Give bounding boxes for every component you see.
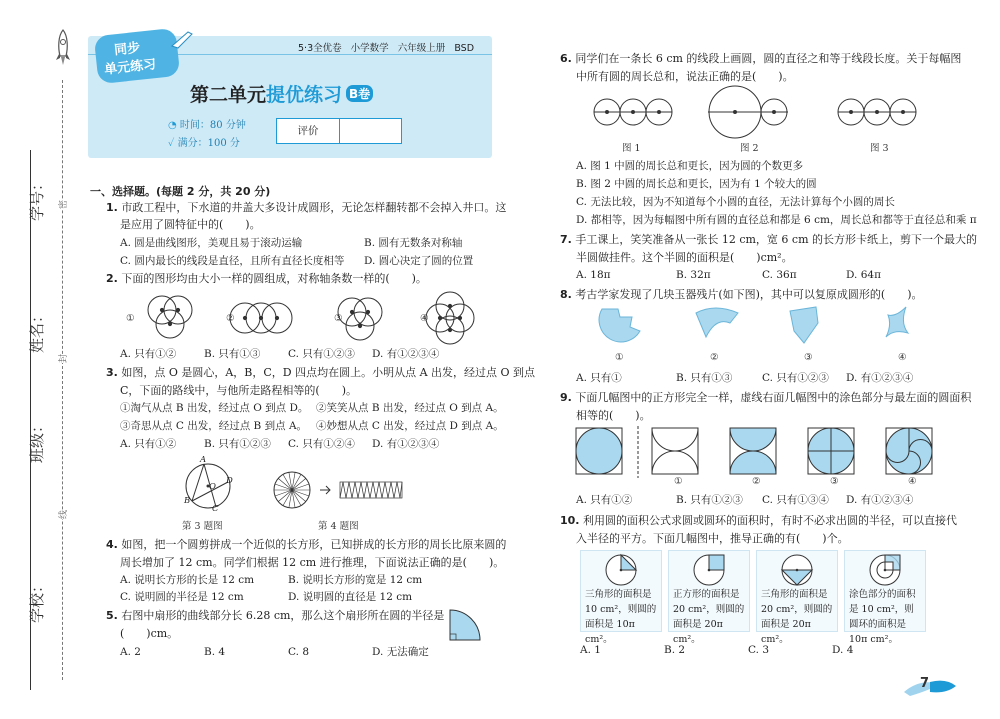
edition: BSD [454, 43, 475, 54]
q9-option-b[interactable]: B. 只有①②③ [676, 494, 743, 506]
q2-figure-2 [230, 303, 292, 333]
q7-line2: 半圆做挂件。这个半圆的面积是( )cm²。 [576, 251, 793, 264]
q6-text-1: 同学们在一条长 6 cm 的线段上画圆，圆的直径之和等于线段长度。关于每幅图 [575, 52, 962, 65]
q8-label-1: ① [615, 352, 624, 363]
q4-figure [272, 468, 412, 512]
q10-text-2: 正方形的面积是 20 cm²，则圆的面积是 20π cm²。 [673, 589, 745, 645]
q9-line2: 相等的( )。 [576, 409, 651, 422]
q1-option-a[interactable]: A. 圆是曲线图形，美观且易于滚动运输 [120, 237, 303, 249]
time-info [168, 116, 246, 131]
q8-fragment-2 [696, 308, 738, 337]
q6-option-b[interactable]: B. 图 2 中圆的周长总和更长，因为有 1 个较大的圆 [576, 178, 817, 190]
evaluation-box [276, 118, 402, 144]
class-label: 班级： [28, 417, 47, 464]
q10-card-1 [580, 550, 662, 645]
q10-figure-2 [691, 553, 727, 587]
badge-line2: 单元练习 [103, 57, 157, 78]
q8-text-1: 考古学家发现了几块玉器残片(如下图)，其中可以复原成圆形的( )。 [575, 288, 923, 301]
q10-figure-4 [867, 553, 907, 587]
seal-mi: 密 [56, 200, 69, 209]
q3-line2: C，下面的路线中，与他所走路程相等的( )。 [120, 384, 357, 397]
q4-line1 [106, 538, 506, 552]
q3-text-1: 如图，点 O 是圆心，A，B，C，D 四点均在圆上。小明从点 A 出发，经过点 O 到点 [121, 366, 536, 379]
q4-number: 4. [106, 538, 118, 551]
q10-text-3: 三角形的面积是 20 cm²，则圆的面积是 20π cm²。 [761, 589, 833, 645]
q3-point-a: A [200, 455, 207, 465]
q3-option-a[interactable]: A. 只有①② [120, 438, 177, 450]
cut-line [62, 80, 63, 680]
section-heading: 一、选择题。(每题 2 分，共 20 分) [90, 185, 271, 198]
q10-card-4 [844, 550, 926, 645]
q6-figure-3 [838, 99, 916, 125]
q2-text-1: 下面的图形均由大小一样的圆组成，对称轴条数一样的( )。 [121, 272, 427, 285]
q8-option-d[interactable]: D. 有①②③④ [846, 372, 914, 384]
q3-route-3: ③奇思从点 C 出发，经过点 B 到点 A。 [120, 420, 308, 432]
q2-option-d[interactable]: D. 有①②③④ [372, 348, 440, 360]
q1-line2: 是应用了圆特征中的( )。 [120, 218, 261, 231]
series-info [298, 40, 474, 54]
q7-option-a[interactable]: A. 18π [576, 269, 611, 281]
page-title [190, 80, 373, 107]
q10-figure-1 [603, 553, 639, 587]
q4-sector-circle [274, 472, 310, 508]
q7-option-d[interactable]: D. 64π [846, 269, 881, 281]
student-no-label: 学号： [28, 175, 47, 222]
q2-label-3: ③ [334, 313, 343, 324]
q2-figure-4 [426, 292, 474, 344]
q4-text-1: 如图，把一个圆剪拼成一个近似的长方形，已知拼成的长方形的周长比原来圆的 [121, 538, 507, 551]
q9-figure-2 [730, 428, 776, 474]
q8-label-3: ③ [804, 352, 813, 363]
q8-option-a[interactable]: A. 只有① [576, 372, 622, 384]
q6-line2: 中所有圆的周长总和，说法正确的是( )。 [576, 70, 794, 83]
q9-figure-1 [652, 428, 698, 474]
q8-fragments [590, 303, 930, 351]
q2-option-c[interactable]: C. 只有①②③ [288, 348, 355, 360]
page-number-swoosh [900, 676, 960, 698]
q10-option-b[interactable]: B. 2 [664, 644, 686, 656]
rocket-badge-icon [170, 28, 196, 50]
q3-route-2: ②笑笑从点 B 出发，经过点 O 到点 A。 [316, 402, 504, 414]
q6-line1 [560, 52, 961, 66]
q10-line1 [560, 514, 957, 528]
evaluation-label: 评价 [277, 119, 340, 143]
q2-label-1: ① [126, 313, 135, 324]
q3-point-d: D [226, 476, 233, 486]
q1-text-1: 市政工程中，下水道的井盖大多设计成圆形，无论怎样翻转都不会掉入井口。这 [121, 201, 507, 214]
q3-option-b[interactable]: B. 只有①②③ [204, 438, 271, 450]
grade: 六年级上册 [397, 43, 446, 54]
time-text: 时间：80 分钟 [179, 120, 246, 131]
q9-line1 [560, 391, 971, 405]
q2-option-a[interactable]: A. 只有①② [120, 348, 177, 360]
q3-point-o: O [209, 482, 216, 492]
q6-figure-1 [594, 99, 672, 125]
q6-figures [590, 84, 960, 140]
q3-number: 3. [106, 366, 118, 379]
check-icon: ✓ [168, 138, 175, 149]
q8-label-2: ② [710, 352, 719, 363]
q3-option-c[interactable]: C. 只有①②④ [288, 438, 355, 450]
q2-line1 [106, 272, 427, 286]
q9-label-3: ③ [830, 476, 839, 487]
q1-option-c[interactable]: C. 圆内最长的线段是直径，且所有直径长度相等 [120, 255, 345, 267]
q8-option-c[interactable]: C. 只有①②③ [762, 372, 829, 384]
subject: 小学数学 [350, 43, 389, 54]
q7-option-b[interactable]: B. 32π [676, 269, 711, 281]
q4-figure-caption: 第 4 题图 [318, 521, 359, 532]
q9-figures [574, 426, 944, 478]
q10-option-c[interactable]: C. 3 [748, 644, 770, 656]
q6-option-c[interactable]: C. 无法比较，因为不知道每个小圆的直径，无法计算每个小圆的周长 [576, 196, 895, 208]
q9-option-c[interactable]: C. 只有①③④ [762, 494, 829, 506]
q8-fragment-4 [886, 307, 908, 337]
q4-option-d[interactable]: D. 说明圆的直径是 12 cm [288, 591, 413, 603]
q9-label-1: ① [674, 476, 683, 487]
q3-route-1: ①淘气从点 B 出发，经过点 O 到点 D。 [120, 402, 309, 414]
q4-option-b[interactable]: B. 说明长方形的宽是 12 cm [288, 574, 423, 586]
q3-line1 [106, 366, 535, 380]
q10-text-4: 涂色部分的面积是 10 cm²，则圆环的面积是 10π cm²。 [849, 589, 916, 645]
q4-option-c[interactable]: C. 说明圆的半径是 12 cm [120, 591, 244, 603]
q9-option-a[interactable]: A. 只有①② [576, 494, 633, 506]
q8-fragment-3 [790, 307, 818, 343]
school-label: 学校： [28, 577, 47, 624]
q1-option-d[interactable]: D. 圆心决定了圆的位置 [364, 255, 474, 267]
q2-label-4: ④ [420, 313, 429, 324]
q3-point-b: B [184, 496, 191, 506]
title-tag: B卷 [346, 85, 373, 102]
q10-figure-3 [779, 553, 815, 587]
rocket-icon [52, 28, 74, 68]
q2-figure-1 [148, 296, 192, 338]
arrow-right-icon [320, 486, 330, 494]
clock-icon: ◔ [168, 120, 177, 131]
q9-figure-3 [808, 428, 854, 474]
q9-label-2: ② [752, 476, 761, 487]
q1-option-b[interactable]: B. 圆有无数条对称轴 [364, 237, 463, 249]
title-main: 第二单元 [190, 84, 267, 106]
q9-option-d[interactable]: D. 有①②③④ [846, 494, 914, 506]
q2-number: 2. [106, 272, 118, 285]
q8-line1 [560, 288, 923, 302]
q2-figure-3 [338, 298, 382, 340]
q9-text-1: 下面几幅图中的正方形完全一样，虚线右面几幅图中的涂色部分与最左面的圆面积 [575, 391, 972, 404]
q6-figure-2 [708, 86, 788, 138]
q7-line1 [560, 233, 977, 247]
q5-number: 5. [106, 609, 118, 622]
q10-option-d[interactable]: D. 4 [832, 644, 854, 656]
q10-text-1: 三角形的面积是 10 cm²，则圆的面积是 10π cm²。 [585, 589, 657, 645]
seal-xian: 线 [56, 510, 69, 519]
q5-option-a[interactable]: A. 2 [120, 646, 141, 658]
q10-line2: 入半径的平方。下面几幅图中，推导正确的有( )个。 [576, 532, 849, 545]
badge-line1: 同步 [113, 40, 141, 59]
q10-card-3 [756, 550, 838, 645]
q3-figure-caption: 第 3 题图 [182, 521, 223, 532]
q5-text-1: 右图中扇形的曲线部分长 6.28 cm，那么这个扇形所在圆的半径是 [121, 609, 445, 622]
q4-option-a[interactable]: A. 说明长方形的长是 12 cm [120, 574, 255, 586]
q6-number: 6. [560, 52, 572, 65]
q7-text-1: 手工课上，笑笑准备从一张长 12 cm，宽 6 cm 的长方形卡纸上，剪下一个最大的 [575, 233, 978, 246]
q5-sector-figure [448, 608, 484, 642]
seal-feng: 封 [56, 354, 69, 363]
q9-label-4: ④ [908, 476, 917, 487]
series-name: 5·3全优卷 [298, 43, 342, 54]
q1-number: 1. [106, 201, 118, 214]
q7-option-c[interactable]: C. 36π [762, 269, 797, 281]
name-label: 姓名： [28, 307, 47, 354]
q9-figure-4 [886, 428, 932, 474]
q6-option-d[interactable]: D. 都相等，因为每幅图中所有圆的直径总和都是 6 cm，周长总和都等于直径总和乘 π [576, 214, 977, 226]
score-info [168, 134, 240, 149]
q8-option-b[interactable]: B. 只有①③ [676, 372, 733, 384]
q3-point-c: C [212, 504, 219, 514]
q5-line1 [106, 609, 444, 623]
q2-figures [120, 290, 500, 346]
q3-route-4: ④妙想从点 C 出发，经过点 D 到点 A。 [316, 420, 504, 432]
q2-option-b[interactable]: B. 只有①③ [204, 348, 261, 360]
q2-label-2: ② [226, 313, 235, 324]
q9-number: 9. [560, 391, 572, 404]
q7-number: 7. [560, 233, 572, 246]
q3-option-d[interactable]: D. 有①②③④ [372, 438, 440, 450]
q10-text-1: 利用圆的面积公式求圆或圆环的面积时，有时不必求出圆的半径，可以直接代 [583, 514, 957, 527]
page-number: 7 [920, 676, 930, 691]
q9-reference-square [576, 428, 622, 474]
q10-card-2 [668, 550, 750, 645]
q5-line2: ( )cm。 [120, 627, 179, 640]
q6-caption-1: 图 1 [622, 143, 641, 154]
score-text: 满分：100 分 [177, 138, 240, 149]
evaluation-field[interactable] [340, 119, 400, 143]
q8-label-4: ④ [898, 352, 907, 363]
q8-fragment-1 [599, 309, 640, 342]
q8-number: 8. [560, 288, 572, 301]
q10-option-a[interactable]: A. 1 [580, 644, 601, 656]
q5-option-c[interactable]: C. 8 [288, 646, 310, 658]
title-highlight: 提优练习 [266, 84, 343, 106]
q5-option-d[interactable]: D. 无法确定 [372, 646, 429, 658]
q1-line1 [106, 201, 506, 215]
q5-option-b[interactable]: B. 4 [204, 646, 226, 658]
q6-caption-2: 图 2 [740, 143, 759, 154]
q10-number: 10. [560, 514, 580, 527]
q6-option-a[interactable]: A. 图 1 中圆的周长总和更长，因为圆的个数更多 [576, 160, 804, 172]
q4-line2: 周长增加了 12 cm。同学们根据 12 cm 进行推理，下面说法正确的是( )。 [120, 556, 505, 569]
q4-rectangle-strip [340, 482, 402, 498]
q6-caption-3: 图 3 [870, 143, 889, 154]
